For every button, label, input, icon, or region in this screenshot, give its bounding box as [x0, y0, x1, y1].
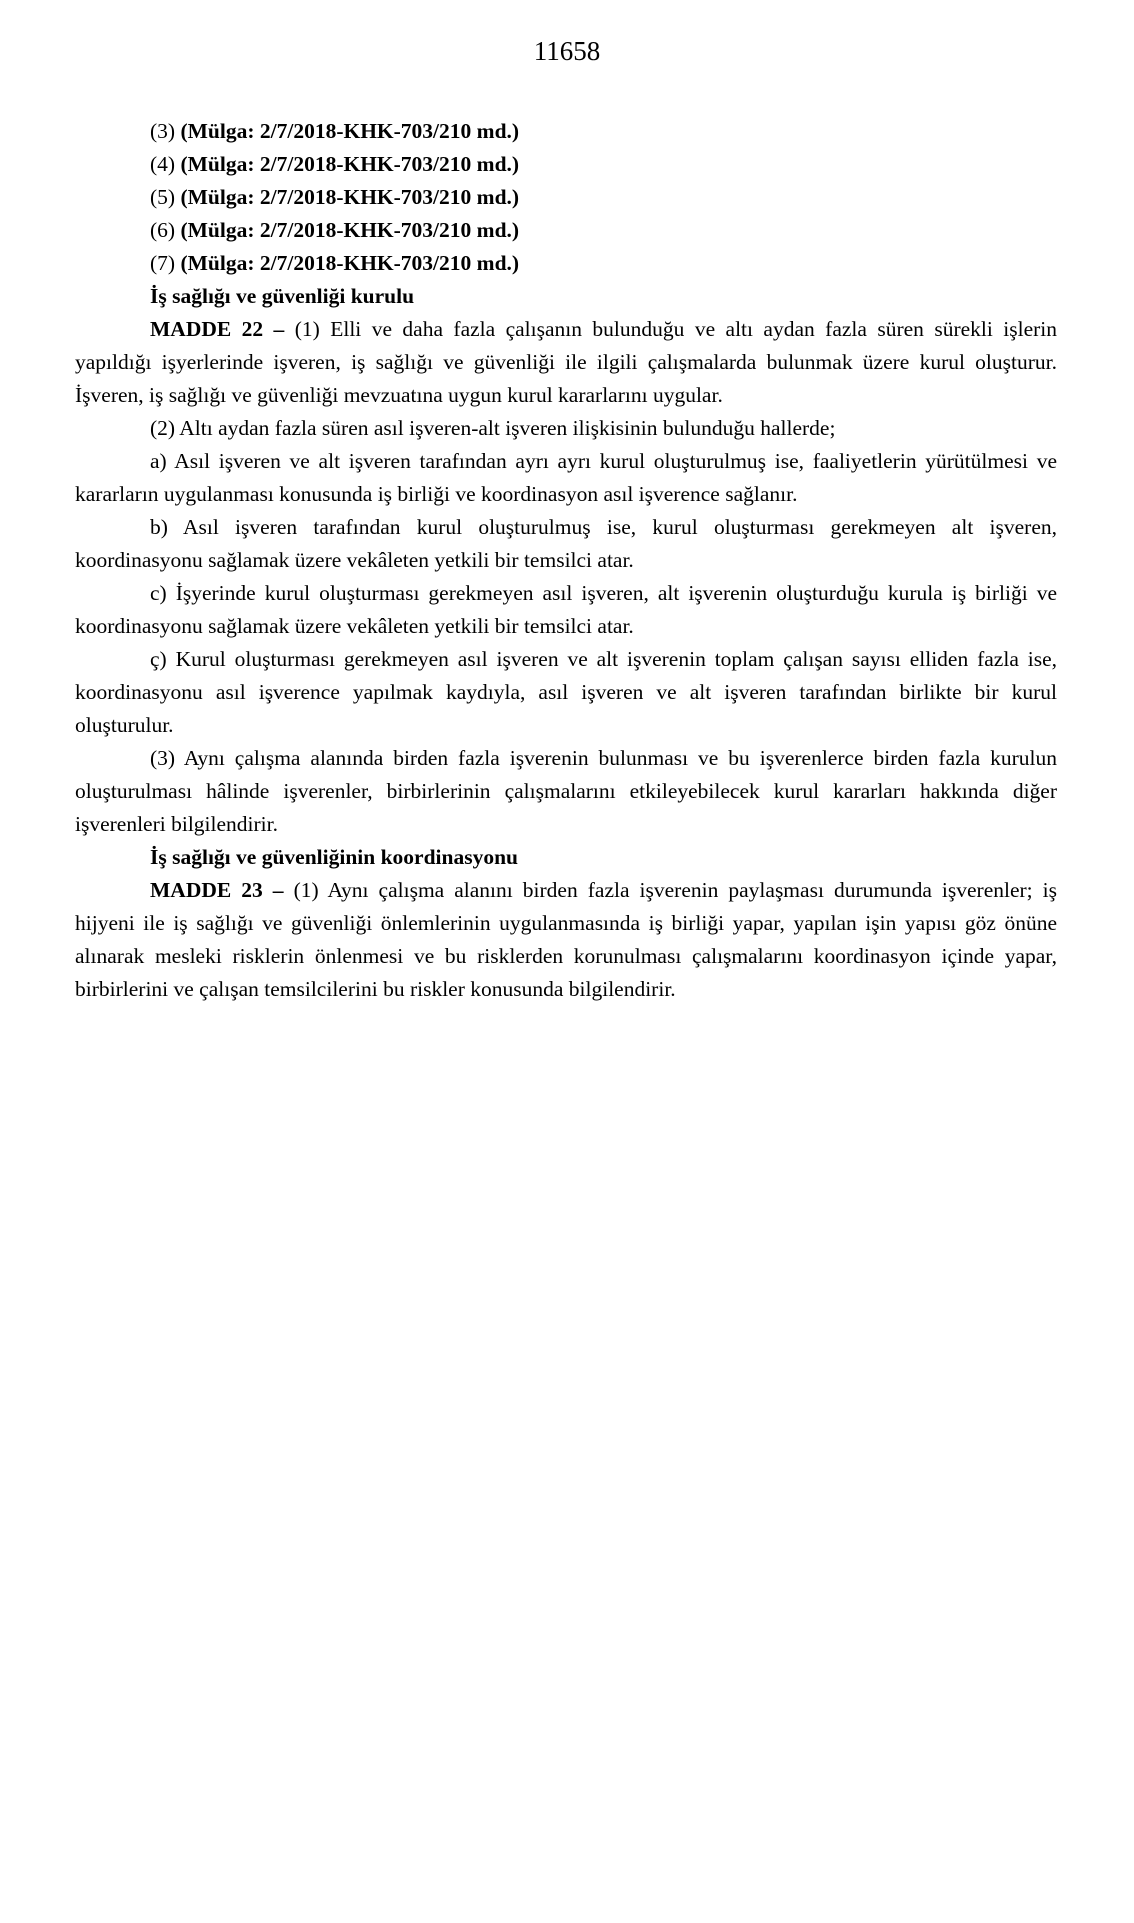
- article-paragraph: [75, 313, 1057, 412]
- page-number: 11658: [533, 36, 601, 66]
- article-label: MADDE 22 –: [150, 317, 285, 341]
- clause-cc: ç) Kurul oluşturması gerekmeyen asıl işveren ve alt işverenin toplam çalışan sayısı elliden fazla ise, koordinasyonu asıl işverence yapılmak kaydıyla, asıl işveren ve alt işveren tarafından birlikte bir kurul oluşturulur.: [75, 647, 1057, 737]
- paragraph-text: (1) Elli ve daha fazla çalışanın bulunduğu ve altı aydan fazla süren sürekli işlerin yapıldığı işyerlerinde işveren, iş sağlığı ve güvenliği ile ilgili çalışmalarda bulunmak üzere kurul oluşturur. İşveren, iş sağlığı ve güvenliği mevzuatına uygun kurul kararlarını uygular.: [75, 317, 1058, 407]
- repeal-note: (Mülga: 2/7/2018-KHK-703/210 md.): [180, 185, 520, 209]
- document-body: [75, 115, 1057, 1006]
- clause-c: c) İşyerinde kurul oluşturması gerekmeyen asıl işveren, alt işverenin oluşturduğu kurula iş birliği ve koordinasyonu sağlamak üzere vekâleten yetkili bir temsilci atar.: [75, 581, 1057, 638]
- item-number: (7): [150, 251, 176, 275]
- repeal-note: (Mülga: 2/7/2018-KHK-703/210 md.): [180, 152, 520, 176]
- item-number: (5): [150, 185, 176, 209]
- repeal-note: (Mülga: 2/7/2018-KHK-703/210 md.): [180, 251, 520, 275]
- paragraph: (3) Aynı çalışma alanında birden fazla işverenin bulunması ve bu işverenlerce birden fazla kurulun oluşturulması hâlinde işverenler, birbirlerinin çalışmalarını etkileyebilecek kurul kararları hakkında diğer işverenleri bilgilendirir.: [75, 746, 1057, 836]
- paragraph-text: (1) Aynı çalışma alanını birden fazla işverenin paylaşması durumunda işverenler; iş hijyeni ile iş sağlığı ve güvenliği önlemlerinin uygulanmasında iş birliği yapar, yapılan işin yapısı göz önüne alınarak mesleki risklerin önlenmesi ve bu risklerden korunulması çalışmalarını koordinasyon içinde yapar, birbirlerini ve çalışan temsilcilerini bu riskler konusunda bilgilendirir.: [75, 878, 1058, 1001]
- section-heading: İş sağlığı ve güvenliği kurulu: [150, 284, 415, 308]
- item-number: (4): [150, 152, 176, 176]
- article-label: MADDE 23 –: [150, 878, 284, 902]
- repeal-note: (Mülga: 2/7/2018-KHK-703/210 md.): [180, 218, 520, 242]
- repealed-item: [75, 148, 1057, 181]
- repealed-item: [75, 181, 1057, 214]
- repealed-item: [75, 115, 1057, 148]
- repealed-item: [75, 247, 1057, 280]
- item-number: (3): [150, 119, 176, 143]
- paragraph: (2) Altı aydan fazla süren asıl işveren-alt işveren ilişkisinin bulunduğu hallerde;: [150, 416, 836, 440]
- section-heading: İş sağlığı ve güvenliğinin koordinasyonu: [150, 845, 518, 869]
- clause-a: a) Asıl işveren ve alt işveren tarafından ayrı ayrı kurul oluşturulmuş ise, faaliyetlerin yürütülmesi ve kararların uygulanması konusunda iş birliği ve koordinasyon asıl işverence sağlanır.: [75, 449, 1057, 506]
- repealed-item: [75, 214, 1057, 247]
- item-number: (6): [150, 218, 176, 242]
- clause-b: b) Asıl işveren tarafından kurul oluşturulmuş ise, kurul oluşturması gerekmeyen alt işveren, koordinasyonu sağlamak üzere vekâleten yetkili bir temsilci atar.: [75, 515, 1057, 572]
- article-paragraph: [75, 874, 1057, 1006]
- repeal-note: (Mülga: 2/7/2018-KHK-703/210 md.): [180, 119, 520, 143]
